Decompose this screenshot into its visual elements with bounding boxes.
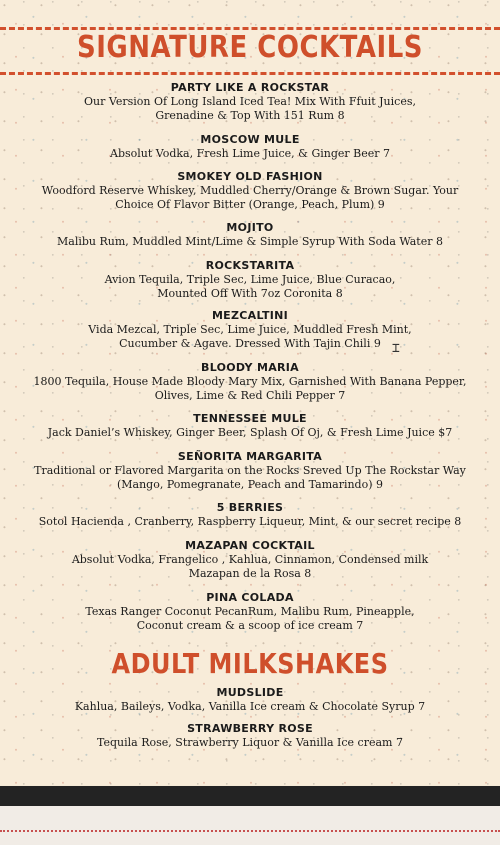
item-description: Malibu Rum, Muddled Mint/Lime & Simple Syrup With Soda Water 8 [57, 235, 443, 248]
item-name: MUDSLIDE [216, 686, 284, 699]
item-name: MOSCOW MULE [200, 133, 300, 146]
cocktail-item [0, 591, 500, 632]
item-name: ROCKSTARITA [205, 259, 295, 272]
item-description: Vida Mezcal, Triple Sec, Lime Juice, Muddled Fresh Mint, Cucumber & Agave. Dressed With Tajin Chili 9 [88, 323, 412, 350]
footer-dark-band [0, 786, 500, 806]
footer-texture [0, 806, 500, 845]
item-name: PARTY LIKE A ROCKSTAR [170, 81, 330, 94]
item-name: MAZAPAN COCKTAIL [185, 539, 315, 552]
item-description: Our Version Of Long Island Iced Tea! Mix With Ffuit Juices, Grenadine & Top With 151 Rum 8 [84, 95, 416, 122]
item-description: Texas Ranger Coconut PecanRum, Malibu Rum, Pineapple, Coconut cream & a scoop of ice cream 7 [85, 605, 415, 632]
item-description: Kahlua, Baileys, Vodka, Vanilla Ice cream & Chocolate Syrup 7 [74, 700, 426, 713]
item-description: Woodford Reserve Whiskey, Muddled Cherry/Orange & Brown Sugar. Your Choice Of Flavor Bitter (Orange, Peach, Plum) 9 [41, 184, 459, 211]
adult-milkshakes-title: ADULT MILKSHAKES [111, 647, 389, 681]
item-name: TENNESSEE MULE [193, 412, 307, 425]
text-cursor-icon: ⌶ [392, 341, 400, 356]
item-description: Avion Tequila, Triple Sec, Lime Juice, Blue Curacao, Mounted Off With 7oz Coronita 8 [104, 273, 396, 300]
item-name: BLOODY MARIA [201, 361, 299, 374]
item-description: Jack Daniel’s Whiskey, Ginger Beer, Splash Of Oj, & Fresh Lime Juice $7 [47, 426, 453, 439]
item-name: MEZCALTINI [211, 309, 289, 322]
item-name: SEÑORITA MARGARITA [177, 450, 323, 463]
item-description: Absolut Vodka, Fresh Lime Juice, & Ginger Beer 7 [110, 147, 390, 160]
cocktail-item [0, 450, 500, 491]
item-name: PINA COLADA [206, 591, 294, 604]
milkshake-item [0, 722, 500, 750]
item-description: 1800 Tequila, House Made Bloody Mary Mix, Garnished With Banana Pepper, Olives, Lime & Red Chili Pepper 7 [33, 375, 467, 402]
title-dashed-rule [0, 72, 500, 75]
item-description: Tequila Rose, Strawberry Liquor & Vanilla Ice cream 7 [97, 736, 403, 749]
item-description: Traditional or Flavored Margarita on the Rocks Sreved Up The Rockstar Way (Mango, Pomegranate, Peach and Tamarindo) 9 [34, 464, 466, 491]
item-name: 5 BERRIES [216, 501, 284, 514]
cocktail-item [0, 412, 500, 440]
item-name: SMOKEY OLD FASHION [177, 170, 323, 183]
top-dashed-rule [0, 27, 500, 30]
cocktail-item [0, 81, 500, 122]
cocktail-item [0, 361, 500, 402]
item-name: STRAWBERRY ROSE [187, 722, 313, 735]
cocktail-item [0, 170, 500, 211]
cocktail-item [0, 259, 500, 300]
cocktail-item [0, 501, 500, 529]
item-description: Sotol Hacienda , Cranberry, Raspberry Liqueur, Mint, & our secret recipe 8 [38, 515, 462, 528]
cocktail-item [0, 221, 500, 249]
signature-cocktails-title: SIGNATURE COCKTAILS [76, 30, 423, 66]
cocktail-item [0, 309, 500, 350]
cocktail-item [0, 539, 500, 580]
item-description: Absolut Vodka, Frangelico , Kahlua, Cinnamon, Condensed milk Mazapan de la Rosa 8 [71, 553, 429, 580]
milkshake-item [0, 686, 500, 714]
cocktail-item [0, 133, 500, 161]
footer-dotted-rule [0, 830, 500, 832]
item-name: MOJITO [226, 221, 274, 234]
